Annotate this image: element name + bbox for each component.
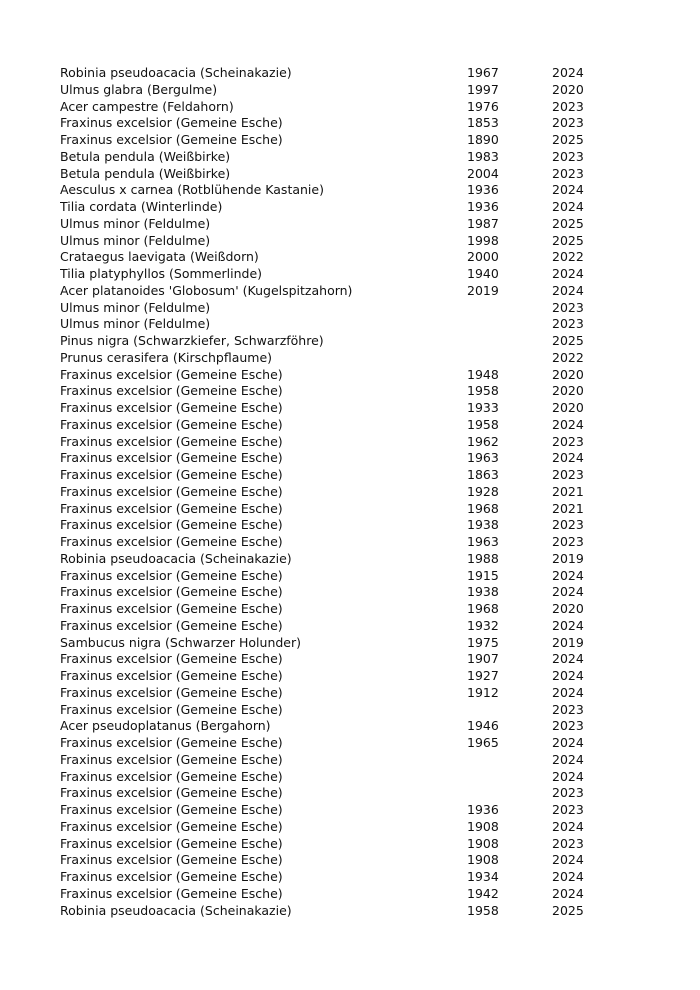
table-row	[60, 166, 612, 183]
species-cell: Robinia pseudoacacia (Scheinakazie)	[60, 550, 292, 566]
table-row	[60, 115, 612, 132]
planted-year-cell: 1958	[467, 416, 499, 432]
checked-year-cell: 2022	[552, 349, 584, 365]
checked-year-cell: 2024	[552, 668, 584, 683]
planted-year-cell: 2004	[467, 165, 499, 181]
table-row	[60, 551, 612, 568]
checked-year-cell: 2024	[552, 684, 584, 700]
table-row	[60, 534, 612, 551]
checked-year-cell: 2024	[552, 869, 584, 884]
table-row	[60, 283, 612, 300]
table-row	[60, 149, 612, 166]
species-cell: Fraxinus excelsior (Gemeine Esche)	[60, 366, 283, 382]
table-row	[60, 266, 612, 283]
table-row	[60, 99, 612, 116]
planted-year-cell: 2019	[467, 282, 499, 298]
planted-year-cell: 1890	[467, 132, 499, 147]
table-row	[60, 852, 612, 869]
table-row	[60, 434, 612, 451]
species-cell: Fraxinus excelsior (Gemeine Esche)	[60, 567, 283, 583]
table-row	[60, 752, 612, 769]
checked-year-cell: 2023	[552, 433, 584, 449]
planted-year-cell: 1997	[467, 81, 499, 97]
species-cell: Acer campestre (Feldahorn)	[60, 98, 234, 114]
planted-year-cell: 1934	[467, 869, 499, 884]
checked-year-cell: 2024	[552, 416, 584, 432]
species-cell: Acer platanoides 'Globosum' (Kugelspitzahorn)	[60, 282, 353, 298]
checked-year-cell: 2024	[552, 567, 584, 583]
table-row	[60, 333, 612, 350]
species-cell: Prunus cerasifera (Kirschpflaume)	[60, 349, 273, 365]
species-cell: Betula pendula (Weißbirke)	[60, 165, 231, 181]
planted-year-cell: 1988	[467, 550, 499, 566]
planted-year-cell: 1940	[467, 266, 499, 281]
planted-year-cell: 1938	[467, 517, 499, 533]
species-cell: Fraxinus excelsior (Gemeine Esche)	[60, 601, 283, 616]
planted-year-cell: 1983	[467, 148, 499, 164]
checked-year-cell: 2023	[552, 98, 584, 114]
species-cell: Tilia platyphyllos (Sommerlinde)	[60, 266, 263, 281]
checked-year-cell: 2023	[552, 299, 584, 315]
checked-year-cell: 2023	[552, 115, 584, 131]
planted-year-cell: 1942	[467, 885, 499, 901]
species-cell: Ulmus minor (Feldulme)	[60, 316, 211, 332]
table-row	[60, 668, 612, 685]
species-cell: Betula pendula (Weißbirke)	[60, 148, 231, 164]
checked-year-cell: 2024	[552, 735, 584, 750]
checked-year-cell: 2020	[552, 400, 584, 415]
planted-year-cell: 1948	[467, 366, 499, 382]
checked-year-cell: 2020	[552, 81, 584, 97]
planted-year-cell: 1936	[467, 802, 499, 817]
planted-year-cell: 1915	[467, 567, 499, 583]
species-cell: Fraxinus excelsior (Gemeine Esche)	[60, 768, 283, 784]
table-row	[60, 300, 612, 317]
checked-year-cell: 2023	[552, 534, 584, 549]
species-cell: Robinia pseudoacacia (Scheinakazie)	[60, 65, 292, 80]
species-cell: Fraxinus excelsior (Gemeine Esche)	[60, 701, 283, 717]
planted-year-cell: 1967	[467, 65, 499, 80]
checked-year-cell: 2024	[552, 266, 584, 281]
species-cell: Pinus nigra (Schwarzkiefer, Schwarzföhre)	[60, 333, 324, 348]
table-row	[60, 249, 612, 266]
table-row	[60, 635, 612, 652]
species-cell: Sambucus nigra (Schwarzer Holunder)	[60, 634, 302, 650]
species-cell: Fraxinus excelsior (Gemeine Esche)	[60, 684, 283, 700]
planted-year-cell: 1965	[467, 735, 499, 750]
species-cell: Fraxinus excelsior (Gemeine Esche)	[60, 400, 283, 415]
planted-year-cell: 1963	[467, 534, 499, 549]
planted-year-cell: 1912	[467, 684, 499, 700]
planted-year-cell: 1936	[467, 199, 499, 214]
species-cell: Fraxinus excelsior (Gemeine Esche)	[60, 383, 283, 399]
table-row	[60, 182, 612, 199]
planted-year-cell: 1963	[467, 450, 499, 466]
table-row	[60, 568, 612, 585]
table-row	[60, 903, 612, 920]
species-cell: Ulmus glabra (Bergulme)	[60, 81, 218, 97]
species-cell: Fraxinus excelsior (Gemeine Esche)	[60, 450, 283, 466]
checked-year-cell: 2024	[552, 450, 584, 466]
checked-year-cell: 2025	[552, 215, 584, 231]
planted-year-cell: 1932	[467, 617, 499, 633]
table-row	[60, 517, 612, 534]
species-cell: Fraxinus excelsior (Gemeine Esche)	[60, 751, 283, 767]
species-cell: Crataegus laevigata (Weißdorn)	[60, 249, 259, 265]
table-row	[60, 819, 612, 836]
species-cell: Fraxinus excelsior (Gemeine Esche)	[60, 517, 283, 533]
species-cell: Ulmus minor (Feldulme)	[60, 215, 211, 231]
checked-year-cell: 2024	[552, 65, 584, 80]
table-row	[60, 233, 612, 250]
planted-year-cell: 1853	[467, 115, 499, 131]
species-cell: Fraxinus excelsior (Gemeine Esche)	[60, 802, 283, 817]
checked-year-cell: 2024	[552, 751, 584, 767]
planted-year-cell: 1946	[467, 718, 499, 734]
planted-year-cell	[467, 769, 552, 786]
checked-year-cell: 2024	[552, 818, 584, 834]
species-cell: Fraxinus excelsior (Gemeine Esche)	[60, 433, 283, 449]
checked-year-cell: 2024	[552, 768, 584, 784]
species-cell: Fraxinus excelsior (Gemeine Esche)	[60, 467, 283, 482]
species-cell: Fraxinus excelsior (Gemeine Esche)	[60, 735, 283, 750]
checked-year-cell: 2020	[552, 366, 584, 382]
table-row	[60, 584, 612, 601]
planted-year-cell	[467, 785, 552, 802]
table-row	[60, 199, 612, 216]
planted-year-cell: 1908	[467, 818, 499, 834]
table-row	[60, 484, 612, 501]
checked-year-cell: 2023	[552, 316, 584, 332]
checked-year-cell: 2019	[552, 550, 584, 566]
checked-year-cell: 2023	[552, 517, 584, 533]
planted-year-cell: 1975	[467, 634, 499, 650]
planted-year-cell: 1863	[467, 467, 499, 482]
checked-year-cell: 2024	[552, 651, 584, 667]
species-cell: Fraxinus excelsior (Gemeine Esche)	[60, 835, 283, 851]
planted-year-cell	[467, 752, 552, 769]
checked-year-cell: 2024	[552, 282, 584, 298]
checked-year-cell: 2025	[552, 902, 584, 918]
planted-year-cell	[467, 333, 552, 350]
planted-year-cell: 1907	[467, 651, 499, 667]
tree-table-body	[60, 65, 612, 919]
checked-year-cell: 2025	[552, 232, 584, 248]
species-cell: Fraxinus excelsior (Gemeine Esche)	[60, 785, 283, 801]
planted-year-cell: 1958	[467, 902, 499, 918]
table-row	[60, 501, 612, 518]
table-row	[60, 450, 612, 467]
species-cell: Fraxinus excelsior (Gemeine Esche)	[60, 483, 283, 499]
table-row	[60, 82, 612, 99]
planted-year-cell: 1998	[467, 232, 499, 248]
table-row	[60, 718, 612, 735]
planted-year-cell: 1976	[467, 98, 499, 114]
table-row	[60, 886, 612, 903]
table-row	[60, 601, 612, 618]
checked-year-cell: 2023	[552, 467, 584, 482]
planted-year-cell	[467, 300, 552, 317]
checked-year-cell: 2023	[552, 148, 584, 164]
species-cell: Tilia cordata (Winterlinde)	[60, 199, 223, 214]
checked-year-cell: 2023	[552, 718, 584, 734]
planted-year-cell: 1928	[467, 483, 499, 499]
table-row	[60, 132, 612, 149]
species-cell: Aesculus x carnea (Rotblühende Kastanie)	[60, 182, 324, 198]
species-cell: Robinia pseudoacacia (Scheinakazie)	[60, 902, 292, 918]
species-cell: Ulmus minor (Feldulme)	[60, 299, 211, 315]
planted-year-cell	[467, 316, 552, 333]
table-row	[60, 769, 612, 786]
checked-year-cell: 2024	[552, 885, 584, 901]
checked-year-cell: 2024	[552, 617, 584, 633]
table-row	[60, 869, 612, 886]
planted-year-cell: 1958	[467, 383, 499, 399]
table-row	[60, 735, 612, 752]
table-row	[60, 685, 612, 702]
species-cell: Fraxinus excelsior (Gemeine Esche)	[60, 852, 283, 868]
checked-year-cell: 2024	[552, 199, 584, 214]
table-row	[60, 618, 612, 635]
checked-year-cell: 2019	[552, 634, 584, 650]
checked-year-cell: 2021	[552, 500, 584, 516]
table-row	[60, 383, 612, 400]
planted-year-cell: 1938	[467, 584, 499, 600]
checked-year-cell: 2020	[552, 601, 584, 616]
checked-year-cell: 2023	[552, 785, 584, 801]
checked-year-cell: 2021	[552, 483, 584, 499]
planted-year-cell: 1908	[467, 852, 499, 868]
table-row	[60, 367, 612, 384]
table-row	[60, 216, 612, 233]
table-row	[60, 65, 612, 82]
species-cell: Fraxinus excelsior (Gemeine Esche)	[60, 885, 283, 901]
checked-year-cell: 2025	[552, 333, 584, 348]
planted-year-cell: 1987	[467, 215, 499, 231]
species-cell: Fraxinus excelsior (Gemeine Esche)	[60, 500, 283, 516]
planted-year-cell: 1936	[467, 182, 499, 198]
species-cell: Fraxinus excelsior (Gemeine Esche)	[60, 584, 283, 600]
table-row	[60, 651, 612, 668]
table-row	[60, 467, 612, 484]
checked-year-cell: 2024	[552, 584, 584, 600]
species-cell: Fraxinus excelsior (Gemeine Esche)	[60, 651, 283, 667]
checked-year-cell: 2025	[552, 132, 584, 147]
planted-year-cell: 1962	[467, 433, 499, 449]
planted-year-cell	[467, 702, 552, 719]
checked-year-cell: 2024	[552, 182, 584, 198]
table-row	[60, 417, 612, 434]
table-row	[60, 785, 612, 802]
species-cell: Fraxinus excelsior (Gemeine Esche)	[60, 869, 283, 884]
checked-year-cell: 2023	[552, 701, 584, 717]
table-row	[60, 316, 612, 333]
species-cell: Fraxinus excelsior (Gemeine Esche)	[60, 818, 283, 834]
planted-year-cell: 1908	[467, 835, 499, 851]
checked-year-cell: 2023	[552, 165, 584, 181]
planted-year-cell: 1968	[467, 500, 499, 516]
checked-year-cell: 2024	[552, 852, 584, 868]
checked-year-cell: 2022	[552, 249, 584, 265]
planted-year-cell: 2000	[467, 249, 499, 265]
table-row	[60, 350, 612, 367]
species-cell: Fraxinus excelsior (Gemeine Esche)	[60, 668, 283, 683]
table-row	[60, 836, 612, 853]
planted-year-cell: 1933	[467, 400, 499, 415]
planted-year-cell	[467, 350, 552, 367]
checked-year-cell: 2020	[552, 383, 584, 399]
species-cell: Fraxinus excelsior (Gemeine Esche)	[60, 617, 283, 633]
checked-year-cell: 2023	[552, 835, 584, 851]
checked-year-cell: 2023	[552, 802, 584, 817]
species-cell: Fraxinus excelsior (Gemeine Esche)	[60, 115, 283, 131]
table-row	[60, 400, 612, 417]
species-cell: Ulmus minor (Feldulme)	[60, 232, 211, 248]
species-cell: Fraxinus excelsior (Gemeine Esche)	[60, 132, 283, 147]
species-cell: Fraxinus excelsior (Gemeine Esche)	[60, 534, 283, 549]
planted-year-cell: 1927	[467, 668, 499, 683]
species-cell: Acer pseudoplatanus (Bergahorn)	[60, 718, 271, 734]
tree-table	[60, 65, 612, 919]
species-cell: Fraxinus excelsior (Gemeine Esche)	[60, 416, 283, 432]
table-row	[60, 702, 612, 719]
table-row	[60, 802, 612, 819]
planted-year-cell: 1968	[467, 601, 499, 616]
